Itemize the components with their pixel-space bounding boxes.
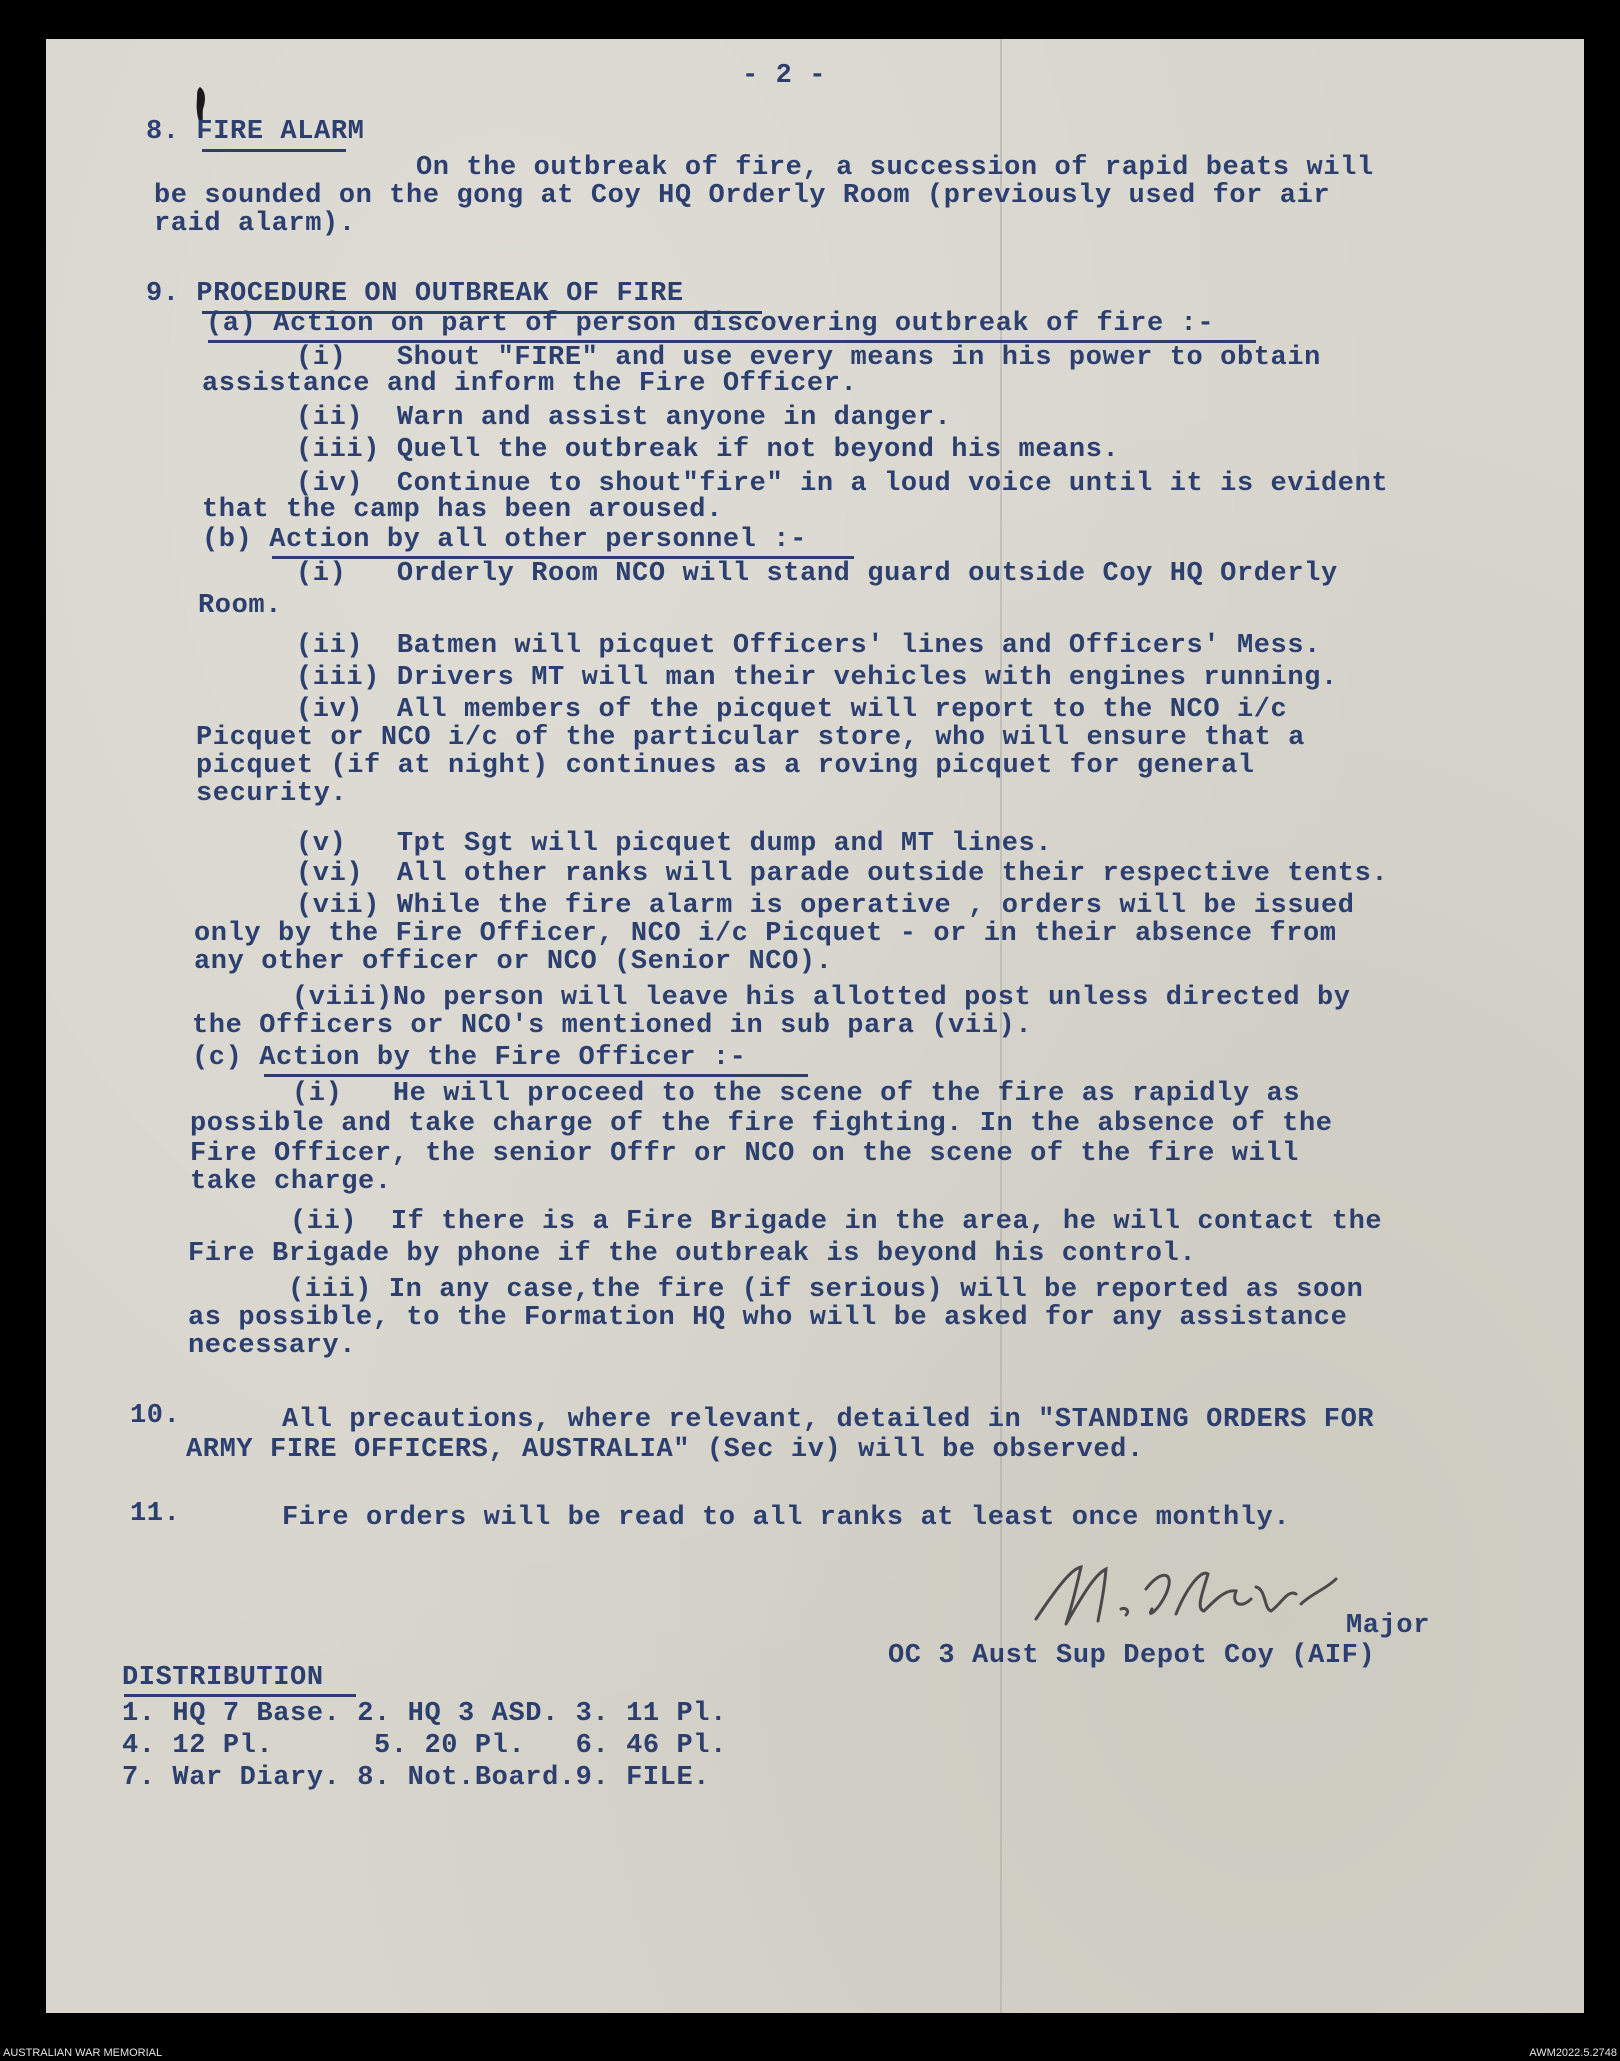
section-10-line: ARMY FIRE OFFICERS, AUSTRALIA" (Sec iv) will be observed. (186, 1435, 1144, 1465)
subsection-a-line: (i) Shout "FIRE" and use every means in his power to obtain (296, 343, 1321, 373)
section-9-heading: 9. PROCEDURE ON OUTBREAK OF FIRE (146, 279, 684, 309)
subsection-b-line: (vii) While the fire alarm is operative , orders will be issued (296, 891, 1355, 921)
footer-institution: AUSTRALIAN WAR MEMORIAL (3, 2047, 163, 2059)
distribution-underline (124, 1694, 356, 1697)
section-8-line: be sounded on the gong at Coy HQ Orderly Room (previously used for air (154, 181, 1331, 211)
subsection-a-line: (iii) Quell the outbreak if not beyond his means. (296, 435, 1120, 465)
section-11-number: 11. (130, 1499, 181, 1529)
signatory-rank: Major (1346, 1611, 1431, 1641)
subsection-c-line: Fire Brigade by phone if the outbreak is beyond his control. (188, 1239, 1197, 1269)
handwritten-signature (1026, 1549, 1346, 1639)
subsection-b-line: security. (196, 779, 348, 809)
distribution-heading: DISTRIBUTION (122, 1663, 324, 1693)
subsection-a-line: (iv) Continue to shout"fire" in a loud voice until it is evident (296, 469, 1389, 499)
subsection-c-underline (264, 1074, 808, 1077)
subsection-b-line: any other officer or NCO (Senior NCO). (194, 947, 833, 977)
subsection-c-line: (i) He will proceed to the scene of the fire as rapidly as (292, 1079, 1301, 1109)
subsection-a-line: (ii) Warn and assist anyone in danger. (296, 403, 952, 433)
subsection-b-line: the Officers or NCO's mentioned in sub para (vii). (192, 1011, 1033, 1041)
subsection-a-line: assistance and inform the Fire Officer. (202, 369, 858, 399)
section-8-heading: 8. FIRE ALARM (146, 117, 365, 147)
subsection-c-line: (iii) In any case,the fire (if serious) will be reported as soon (288, 1275, 1364, 1305)
document-page (46, 39, 1584, 2013)
subsection-a-heading: (a) Action on part of person discovering outbreak of fire :- (206, 309, 1215, 339)
subsection-b-line: (vi) All other ranks will parade outside their respective tents. (296, 859, 1389, 889)
subsection-b-line: (i) Orderly Room NCO will stand guard outside Coy HQ Orderly (296, 559, 1338, 589)
subsection-a-line: that the camp has been aroused. (202, 495, 723, 525)
section-11-line: Fire orders will be read to all ranks at least once monthly. (282, 1503, 1291, 1533)
footer-accession-number: AWM2022.5.2748 (1529, 2047, 1617, 2059)
subsection-b-line: picquet (if at night) continues as a roving picquet for general (196, 751, 1255, 781)
subsection-c-line: possible and take charge of the fire fighting. In the absence of the (190, 1109, 1333, 1139)
subsection-b-line: (ii) Batmen will picquet Officers' lines and Officers' Mess. (296, 631, 1321, 661)
distribution-row: 7. War Diary. 8. Not.Board.9. FILE. (122, 1763, 711, 1793)
subsection-b-line: (viii)No person will leave his allotted post unless directed by (292, 983, 1351, 1013)
subsection-b-line: (iii) Drivers MT will man their vehicles with engines running. (296, 663, 1338, 693)
distribution-row: 1. HQ 7 Base. 2. HQ 3 ASD. 3. 11 Pl. (122, 1699, 727, 1729)
subsection-c-line: (ii) If there is a Fire Brigade in the area, he will contact the (290, 1207, 1383, 1237)
section-8-underline (202, 149, 346, 152)
subsection-c-line: necessary. (188, 1331, 357, 1361)
subsection-c-heading: (c) Action by the Fire Officer :- (192, 1043, 747, 1073)
subsection-b-heading: (b) Action by all other personnel :- (202, 525, 807, 555)
subsection-b-line: Picquet or NCO i/c of the particular store, who will ensure that a (196, 723, 1305, 753)
subsection-b-line: only by the Fire Officer, NCO i/c Picquet - or in their absence from (194, 919, 1337, 949)
subsection-b-line: (iv) All members of the picquet will report to the NCO i/c (296, 695, 1288, 725)
subsection-b-line: (v) Tpt Sgt will picquet dump and MT lines. (296, 829, 1053, 859)
subsection-c-line: take charge. (190, 1167, 392, 1197)
subsection-b-line: Room. (198, 591, 283, 621)
page-number: - 2 - (742, 61, 827, 91)
distribution-row: 4. 12 Pl. 5. 20 Pl. 6. 46 Pl. (122, 1731, 727, 1761)
section-10-line: All precautions, where relevant, detailed in "STANDING ORDERS FOR (282, 1405, 1375, 1435)
signatory-unit: OC 3 Aust Sup Depot Coy (AIF) (888, 1641, 1376, 1671)
subsection-c-line: Fire Officer, the senior Offr or NCO on the scene of the fire will (190, 1139, 1299, 1169)
section-10-number: 10. (130, 1401, 181, 1431)
section-8-line: raid alarm). (154, 209, 356, 239)
subsection-c-line: as possible, to the Formation HQ who will be asked for any assistance (188, 1303, 1348, 1333)
section-8-line: On the outbreak of fire, a succession of rapid beats will (416, 153, 1374, 183)
